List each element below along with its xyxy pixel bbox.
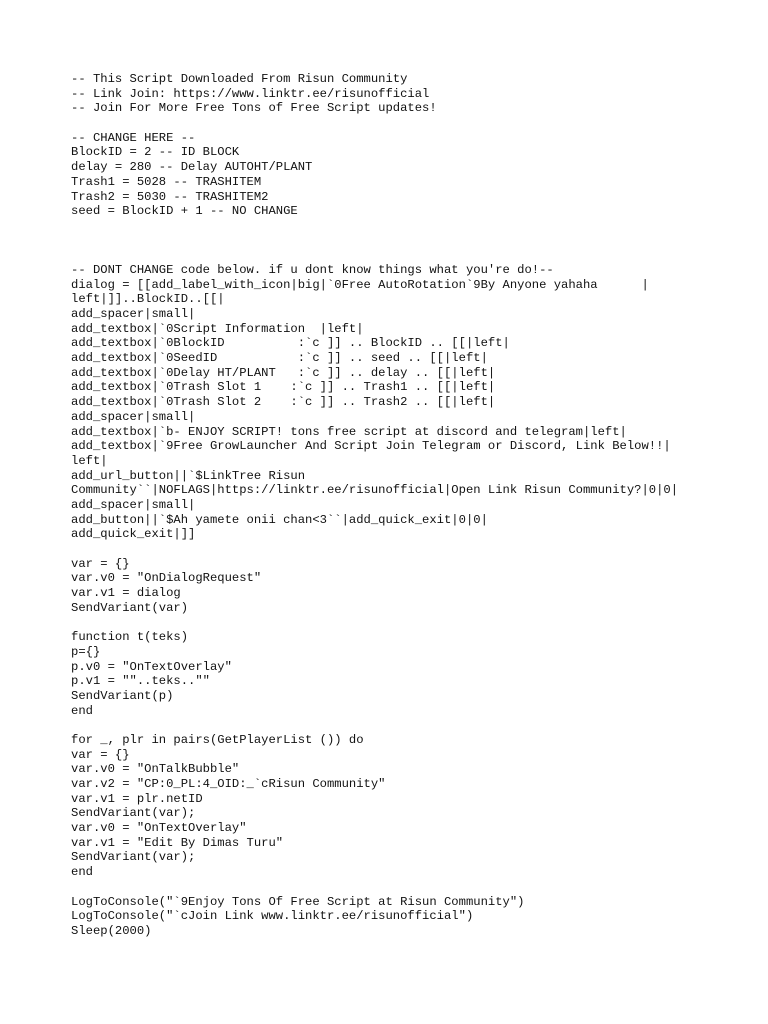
code-line — [71, 718, 711, 733]
code-line: dialog = [[add_label_with_icon|big|`0Free AutoRotation`9By Anyone yahaha | — [71, 277, 649, 292]
code-line: add_textbox|`0Trash Slot 1 :`c ]] .. Trash1 .. [[|left| — [71, 380, 496, 395]
code-line: Sleep(2000) — [71, 923, 152, 938]
code-line: SendVariant(p) — [71, 688, 174, 703]
code-line — [71, 880, 711, 895]
code-line: LogToConsole("`9Enjoy Tons Of Free Script at Risun Community") — [71, 894, 525, 909]
code-line — [71, 615, 711, 630]
code-line — [71, 234, 711, 249]
code-line: add_quick_exit|]] — [71, 527, 196, 542]
code-line: Trash2 = 5030 -- TRASHITEM2 — [71, 189, 269, 204]
code-line: add_textbox|`0Script Information |left| — [71, 321, 364, 336]
code-line — [71, 542, 711, 557]
code-line: for _, plr in pairs(GetPlayerList ()) do — [71, 732, 364, 747]
code-line: seed = BlockID + 1 -- NO CHANGE — [71, 204, 298, 219]
code-line: -- This Script Downloaded From Risun Community — [71, 72, 408, 86]
code-line: -- Link Join: https://www.linktr.ee/risunofficial — [71, 86, 430, 101]
code-line: var.v1 = dialog — [71, 586, 181, 601]
code-line: end — [71, 703, 93, 718]
code-line: var.v2 = "CP:0_PL:4_OID:_`cRisun Community" — [71, 777, 386, 791]
code-line: var.v0 = "OnTextOverlay" — [71, 821, 247, 836]
code-line: add_textbox|`9Free GrowLauncher And Script Join Telegram or Discord, Link Below!!| — [71, 439, 671, 454]
code-line: SendVariant(var); — [71, 850, 196, 865]
code-line: var.v1 = plr.netID — [71, 791, 203, 806]
code-line: Community``|NOFLAGS|https://linktr.ee/risunofficial|Open Link Risun Community?|0|0| — [71, 483, 679, 498]
code-line: p.v0 = "OnTextOverlay" — [71, 659, 232, 674]
code-line: var = {} — [71, 556, 130, 571]
code-line: function t(teks) — [71, 630, 189, 645]
code-line: add_textbox|`0Delay HT/PLANT :`c ]] .. delay .. [[|left| — [71, 365, 496, 380]
code-line: add_textbox|`0BlockID :`c ]] .. BlockID .. [[|left| — [71, 336, 510, 351]
code-line: add_url_button||`$LinkTree Risun — [71, 468, 306, 483]
code-line: add_textbox|`0SeedID :`c ]] .. seed .. [[|left| — [71, 351, 488, 366]
code-line: var = {} — [71, 747, 130, 762]
script-code-block — [71, 72, 711, 939]
code-line: Trash1 = 5028 -- TRASHITEM — [71, 174, 262, 189]
code-line: var.v0 = "OnDialogRequest" — [71, 571, 262, 586]
code-line: end — [71, 865, 93, 880]
code-line: add_button||`$Ah yamete onii chan<3``|add_quick_exit|0|0| — [71, 512, 488, 527]
code-line: BlockID = 2 -- ID BLOCK — [71, 145, 240, 160]
code-line: left| — [71, 453, 108, 468]
code-line: SendVariant(var) — [71, 600, 189, 615]
code-line: add_spacer|small| — [71, 497, 196, 512]
code-line — [71, 116, 711, 131]
code-line: -- Join For More Free Tons of Free Script updates! — [71, 101, 437, 116]
code-line — [71, 219, 711, 234]
code-line: add_spacer|small| — [71, 307, 196, 321]
code-line: p.v1 = ""..teks.."" — [71, 674, 210, 689]
code-line: var.v1 = "Edit By Dimas Turu" — [71, 835, 284, 850]
code-line: p={} — [71, 644, 101, 659]
code-line: delay = 280 -- Delay AUTOHT/PLANT — [71, 160, 313, 175]
code-line: var.v0 = "OnTalkBubble" — [71, 762, 240, 777]
code-line — [71, 248, 711, 263]
code-line: left|]]..BlockID..[[| — [71, 292, 225, 307]
code-line: LogToConsole("`cJoin Link www.linktr.ee/risunofficial") — [71, 909, 474, 924]
code-line: SendVariant(var); — [71, 806, 196, 821]
code-line: add_spacer|small| — [71, 409, 196, 424]
code-line: -- DONT CHANGE code below. if u dont know things what you're do!-- — [71, 262, 554, 277]
code-line: add_textbox|`b- ENJOY SCRIPT! tons free script at discord and telegram|left| — [71, 424, 627, 439]
code-line: add_textbox|`0Trash Slot 2 :`c ]] .. Trash2 .. [[|left| — [71, 395, 496, 410]
code-line: -- CHANGE HERE -- — [71, 130, 196, 145]
